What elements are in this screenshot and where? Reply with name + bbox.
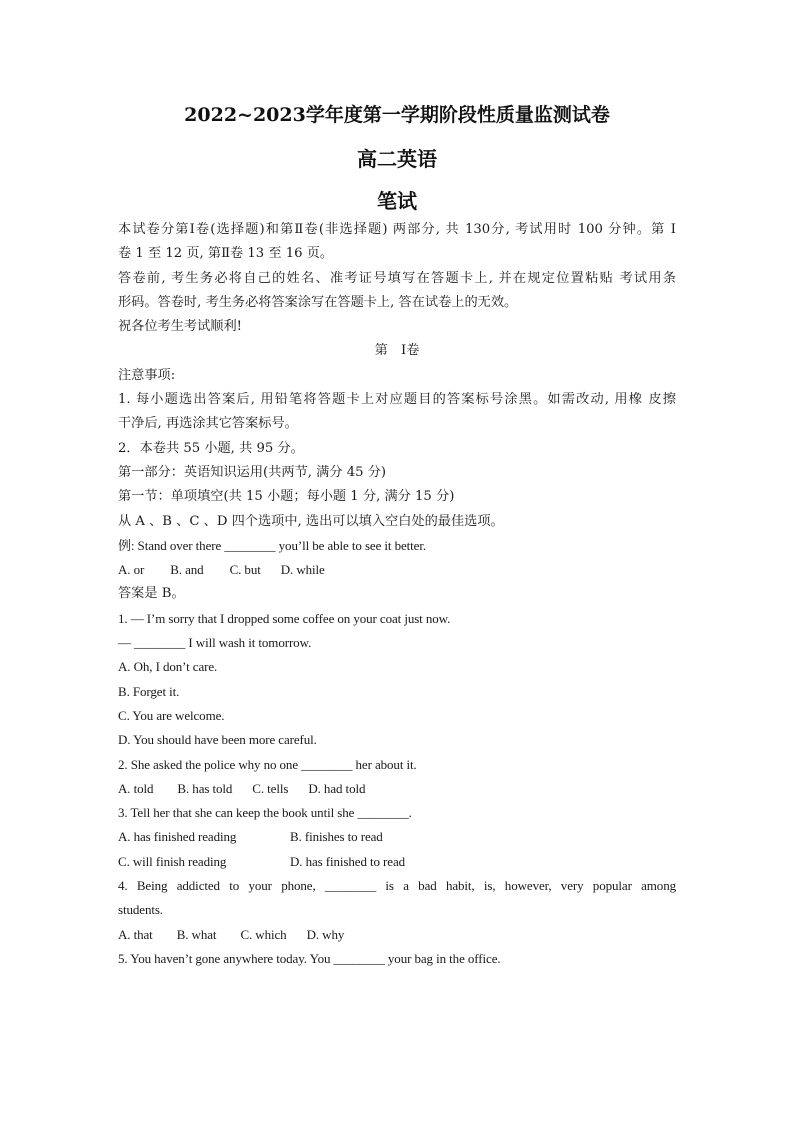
example-answer: 答案是 B。 xyxy=(118,586,185,602)
intro-line: 本试卷分第Ⅰ卷(选择题)和第Ⅱ卷(非选择题) 两部分, 共 130分, 考试用时 100 分钟。第 Ⅰ xyxy=(118,222,676,237)
question-options xyxy=(118,850,676,874)
intro-line: 卷 1 至 12 页, 第Ⅱ卷 13 至 16 页。 xyxy=(118,246,334,262)
option: B. and xyxy=(170,562,204,578)
option: C. which xyxy=(240,926,287,942)
volume-heading: 第 Ⅰ卷 xyxy=(374,343,420,359)
question-stem: 1. — I’m sorry that I dropped some coffee on your coat just now. xyxy=(118,610,451,626)
option: C. tells xyxy=(252,780,289,796)
option: D. has finished to read xyxy=(290,853,406,869)
exam-title: 2022~2023学年度第一学期阶段性质量监测试卷 xyxy=(184,104,610,126)
question-stem: 4. Being addicted to your phone, ________ is a bad habit, is, however, very popular among xyxy=(118,878,676,894)
question-options xyxy=(118,825,676,849)
section-title: 笔试 xyxy=(377,189,417,213)
option: A. has finished reading xyxy=(118,829,237,845)
good-luck-line: 祝各位考生考试顺利! xyxy=(118,319,242,335)
option: B. what xyxy=(176,926,217,942)
question-stem: 3. Tell her that she can keep the book until she ________. xyxy=(118,805,412,821)
exam-content xyxy=(118,218,676,971)
option: C. but xyxy=(229,562,261,578)
option: B. Forget it. xyxy=(118,683,180,699)
option: C. You are welcome. xyxy=(118,707,225,723)
notes-heading: 注意事项: xyxy=(118,367,176,383)
question-stem: 2. She asked the police why no one ________ her about it. xyxy=(118,756,417,772)
example-question: 例: Stand over there ________ you’ll be able to see it better. xyxy=(118,537,426,553)
instruction-line: 从 A 、B 、C 、D 四个选项中, 选出可以填入空白处的最佳选项。 xyxy=(118,513,504,529)
option: A. that xyxy=(118,926,153,942)
section-heading: 第一节：单项填空(共 15 小题；每小题 1 分, 满分 15 分) xyxy=(118,489,455,505)
option: C. will finish reading xyxy=(118,853,227,869)
question-stem: 5. You haven’t gone anywhere today. You ________ your bag in the office. xyxy=(118,950,501,966)
intro-line: 答卷前, 考生务必将自己的姓名、准考证号填写在答题卡上, 并在规定位置粘贴 考试用条 xyxy=(118,270,676,286)
option: A. Oh, I don’t care. xyxy=(118,659,218,675)
question-options xyxy=(118,923,676,947)
part-heading: 第一部分：英语知识运用(共两节, 满分 45 分) xyxy=(118,464,387,480)
option: A. told xyxy=(118,780,154,796)
option: D. why xyxy=(306,926,345,942)
option: B. finishes to read xyxy=(290,829,383,845)
option: B. has told xyxy=(177,780,233,796)
example-options xyxy=(118,558,676,582)
note-item: 1. 每小题选出答案后, 用铅笔将答题卡上对应题目的答案标号涂黑。如需改动, 用橡 皮擦 xyxy=(118,392,676,408)
question-stem: students. xyxy=(118,902,163,918)
option: D. had told xyxy=(308,780,366,796)
option: D. You should have been more careful. xyxy=(118,732,317,748)
option: D. while xyxy=(280,562,325,578)
question-options xyxy=(118,777,676,801)
subject-title: 高二英语 xyxy=(357,147,437,171)
question-stem: — ________ I will wash it tomorrow. xyxy=(118,635,312,651)
intro-line: 形码。答卷时, 考生务必将答案涂写在答题卡上, 答在试卷上的无效。 xyxy=(118,294,518,310)
option: A. or xyxy=(118,562,145,578)
note-item: 干净后, 再选涂其它答案标号。 xyxy=(118,416,298,432)
note-item: 2．本卷共 55 小题, 共 95 分。 xyxy=(118,440,304,456)
